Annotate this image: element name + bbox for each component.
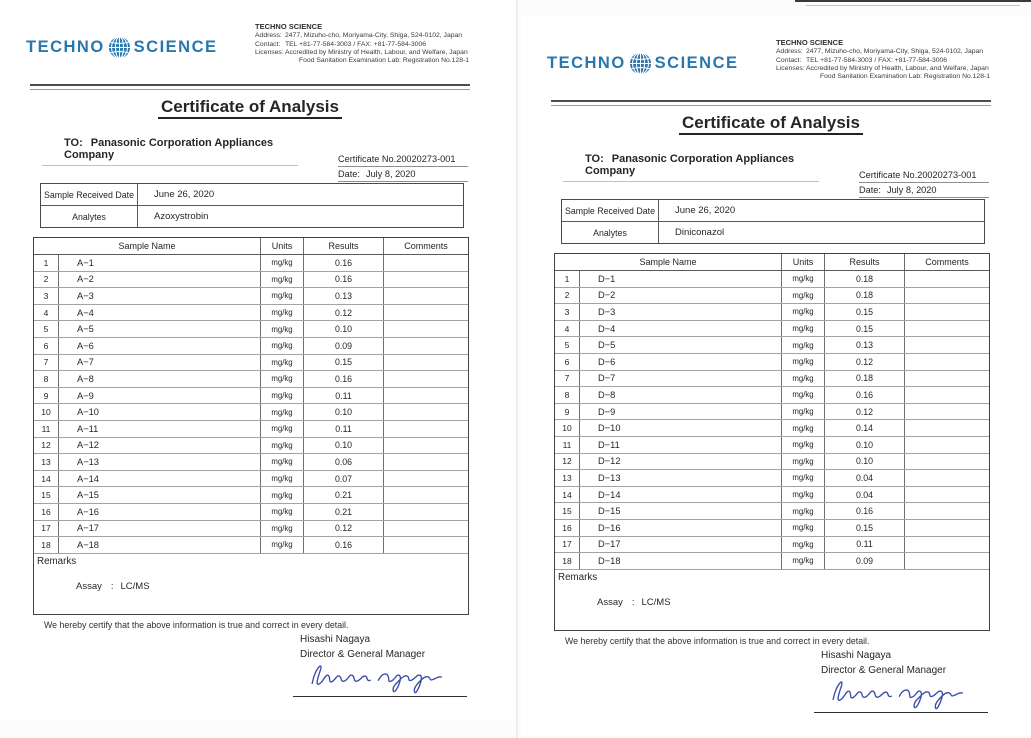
sample-name-cell: A−15 xyxy=(59,487,261,503)
row-number-cell: 3 xyxy=(34,288,59,304)
certificate-number: Certificate No.20020273-001 xyxy=(338,154,468,167)
comment-cell xyxy=(384,355,468,371)
comment-cell xyxy=(384,321,468,337)
comment-cell xyxy=(905,387,989,403)
result-cell: 0.15 xyxy=(825,321,905,337)
sample-name-cell: D−16 xyxy=(580,520,782,536)
table-row xyxy=(34,404,468,421)
table-row xyxy=(555,420,989,437)
comment-cell xyxy=(905,437,989,453)
result-cell: 0.10 xyxy=(825,437,905,453)
company-contact-line: Contact: TEL +81-77-584-3003 / FAX: +81-77-584-3006 xyxy=(776,56,948,64)
row-number-cell: 9 xyxy=(34,388,59,404)
row-number-cell: 16 xyxy=(34,504,59,520)
table-row xyxy=(34,355,468,372)
units-cell: mg/kg xyxy=(261,471,304,487)
sample-name-cell: D−12 xyxy=(580,454,782,470)
certificate-page-azoxystrobin xyxy=(0,0,515,720)
row-number-cell: 13 xyxy=(34,454,59,470)
row-number-cell: 3 xyxy=(555,304,580,320)
sample-name-cell: D−9 xyxy=(580,404,782,420)
row-number-cell: 1 xyxy=(34,255,59,271)
row-number-cell: 17 xyxy=(34,521,59,537)
row-number-cell: 14 xyxy=(34,471,59,487)
units-cell: mg/kg xyxy=(261,338,304,354)
comment-cell xyxy=(905,304,989,320)
table-row xyxy=(34,388,468,405)
table-row xyxy=(555,503,989,520)
sample-name-cell: A−3 xyxy=(59,288,261,304)
table-row xyxy=(555,337,989,354)
results-table-header xyxy=(34,238,468,255)
signer-title: Director & General Manager xyxy=(300,649,426,660)
sample-name-cell: A−5 xyxy=(59,321,261,337)
comment-cell xyxy=(905,420,989,436)
table-row xyxy=(34,421,468,438)
units-cell: mg/kg xyxy=(782,470,825,486)
comment-cell xyxy=(905,487,989,503)
table-row xyxy=(34,338,468,355)
result-cell: 0.10 xyxy=(304,321,384,337)
recipient-name: Panasonic Corporation Appliances Company xyxy=(64,137,274,161)
result-cell: 0.09 xyxy=(825,553,905,569)
comment-cell xyxy=(905,520,989,536)
units-cell: mg/kg xyxy=(782,371,825,387)
analytes-row: Analytes Diniconazol xyxy=(562,221,984,243)
company-name: TECHNO SCIENCE xyxy=(776,38,844,47)
certification-statement: We hereby certify that the above information is true and correct in every detail. xyxy=(44,620,349,630)
result-cell: 0.21 xyxy=(304,504,384,520)
result-cell: 0.16 xyxy=(825,503,905,519)
table-row xyxy=(34,305,468,322)
result-cell: 0.11 xyxy=(304,421,384,437)
sample-name-cell: A−14 xyxy=(59,471,261,487)
header-units: Units xyxy=(782,254,825,270)
units-cell: mg/kg xyxy=(782,454,825,470)
result-cell: 0.13 xyxy=(304,288,384,304)
result-cell: 0.07 xyxy=(304,471,384,487)
comment-cell xyxy=(384,438,468,454)
comment-cell xyxy=(384,454,468,470)
comment-cell xyxy=(905,470,989,486)
result-cell: 0.12 xyxy=(825,404,905,420)
row-number-cell: 11 xyxy=(34,421,59,437)
row-number-cell: 6 xyxy=(34,338,59,354)
units-cell: mg/kg xyxy=(261,421,304,437)
company-address-line: Address: 2477, Mizuho-cho, Moriyama-City, Shiga, 524-0102, Japan xyxy=(255,32,463,40)
units-cell: mg/kg xyxy=(261,388,304,404)
units-cell: mg/kg xyxy=(261,404,304,420)
units-cell: mg/kg xyxy=(782,503,825,519)
company-info-block xyxy=(776,39,992,81)
result-cell: 0.13 xyxy=(825,337,905,353)
sample-received-row: Sample Received Date June 26, 2020 xyxy=(562,200,984,221)
sample-name-cell: D−11 xyxy=(580,437,782,453)
recipient-line: TO: Panasonic Corporation Appliances Company xyxy=(563,153,819,182)
row-number-cell: 8 xyxy=(555,387,580,403)
remarks-section: Remarks Assay : LC/MS xyxy=(37,555,150,592)
row-number-cell: 18 xyxy=(34,537,59,553)
result-cell: 0.15 xyxy=(304,355,384,371)
comment-cell xyxy=(384,388,468,404)
comment-cell xyxy=(384,371,468,387)
row-number-cell: 9 xyxy=(555,404,580,420)
units-cell: mg/kg xyxy=(261,438,304,454)
results-table xyxy=(554,253,990,631)
table-row xyxy=(555,553,989,570)
signature-underline xyxy=(814,712,988,713)
comment-cell xyxy=(905,321,989,337)
table-row xyxy=(555,354,989,371)
row-number-cell: 11 xyxy=(555,437,580,453)
sample-name-cell: D−8 xyxy=(580,387,782,403)
units-cell: mg/kg xyxy=(782,553,825,569)
table-row xyxy=(555,271,989,288)
sample-name-cell: A−7 xyxy=(59,355,261,371)
table-row xyxy=(34,471,468,488)
result-cell: 0.12 xyxy=(304,521,384,537)
result-cell: 0.04 xyxy=(825,487,905,503)
row-number-cell: 5 xyxy=(555,337,580,353)
sample-name-cell: A−11 xyxy=(59,421,261,437)
table-row xyxy=(555,537,989,554)
result-cell: 0.16 xyxy=(825,387,905,403)
table-row xyxy=(34,521,468,538)
comment-cell xyxy=(905,288,989,304)
result-cell: 0.16 xyxy=(304,371,384,387)
recipient-name: Panasonic Corporation Appliances Company xyxy=(585,153,795,177)
globe-icon xyxy=(108,36,131,59)
table-row xyxy=(34,487,468,504)
sample-name-cell: A−12 xyxy=(59,438,261,454)
sample-name-cell: D−5 xyxy=(580,337,782,353)
units-cell: mg/kg xyxy=(261,305,304,321)
header-sample-name: Sample Name xyxy=(34,238,261,254)
company-licenses-continuation: Food Sanitation Examination Lab: Registration No.128-1 xyxy=(299,57,470,65)
units-cell: mg/kg xyxy=(782,487,825,503)
table-row xyxy=(34,537,468,554)
company-address-line: Address: 2477, Mizuho-cho, Moriyama-City, Shiga, 524-0102, Japan xyxy=(776,48,984,56)
company-info-block xyxy=(255,23,471,65)
scan-edge-artifact-faint xyxy=(806,5,1020,6)
result-cell: 0.10 xyxy=(825,454,905,470)
row-number-cell: 12 xyxy=(34,438,59,454)
units-cell: mg/kg xyxy=(782,520,825,536)
document-title: Certificate of Analysis xyxy=(521,113,1021,133)
sample-info-table xyxy=(561,199,985,244)
result-cell: 0.16 xyxy=(304,255,384,271)
result-cell: 0.04 xyxy=(825,470,905,486)
assay-method: LC/MS xyxy=(641,596,671,608)
table-row xyxy=(34,255,468,272)
result-cell: 0.18 xyxy=(825,288,905,304)
comment-cell xyxy=(384,487,468,503)
row-number-cell: 10 xyxy=(555,420,580,436)
sample-name-cell: D−13 xyxy=(580,470,782,486)
table-row xyxy=(555,520,989,537)
units-cell: mg/kg xyxy=(782,437,825,453)
units-cell: mg/kg xyxy=(782,387,825,403)
result-cell: 0.18 xyxy=(825,271,905,287)
units-cell: mg/kg xyxy=(261,521,304,537)
table-row xyxy=(555,487,989,504)
analyte-name: Azoxystrobin xyxy=(154,211,209,222)
certificate-date: Date: July 8, 2020 xyxy=(338,169,468,182)
sample-name-cell: D−7 xyxy=(580,371,782,387)
table-row xyxy=(34,438,468,455)
table-row xyxy=(34,504,468,521)
row-number-cell: 10 xyxy=(34,404,59,420)
header-results: Results xyxy=(304,238,384,254)
document-title: Certificate of Analysis xyxy=(0,97,500,117)
row-number-cell: 18 xyxy=(555,553,580,569)
sample-name-cell: A−9 xyxy=(59,388,261,404)
units-cell: mg/kg xyxy=(261,355,304,371)
units-cell: mg/kg xyxy=(782,304,825,320)
units-cell: mg/kg xyxy=(782,321,825,337)
comment-cell xyxy=(905,553,989,569)
sample-info-table xyxy=(40,183,464,228)
assay-line: Assay : LC/MS xyxy=(76,580,150,592)
sample-name-cell: A−6 xyxy=(59,338,261,354)
header-sample-name: Sample Name xyxy=(555,254,782,270)
signature-underline xyxy=(293,696,467,697)
page-divider xyxy=(516,0,518,738)
sample-name-cell: A−8 xyxy=(59,371,261,387)
header-divider-rule xyxy=(551,100,991,106)
row-number-cell: 14 xyxy=(555,487,580,503)
table-row xyxy=(555,321,989,338)
sample-name-cell: D−14 xyxy=(580,487,782,503)
table-row xyxy=(555,371,989,388)
table-row xyxy=(555,304,989,321)
sample-name-cell: D−3 xyxy=(580,304,782,320)
table-row xyxy=(555,404,989,421)
units-cell: mg/kg xyxy=(782,288,825,304)
logo-text-science: SCIENCE xyxy=(133,38,218,56)
result-cell: 0.10 xyxy=(304,438,384,454)
logo-text-techno: TECHNO xyxy=(26,38,105,56)
row-number-cell: 15 xyxy=(555,503,580,519)
units-cell: mg/kg xyxy=(782,537,825,553)
result-cell: 0.12 xyxy=(304,305,384,321)
analytes-row: Analytes Azoxystrobin xyxy=(41,205,463,227)
result-cell: 0.11 xyxy=(825,537,905,553)
sample-name-cell: A−1 xyxy=(59,255,261,271)
comment-cell xyxy=(905,454,989,470)
result-cell: 0.10 xyxy=(304,404,384,420)
assay-line: Assay : LC/MS xyxy=(597,596,671,608)
sample-name-cell: D−4 xyxy=(580,321,782,337)
signer-name: Hisashi Nagaya xyxy=(821,650,892,661)
sample-name-cell: D−2 xyxy=(580,288,782,304)
row-number-cell: 16 xyxy=(555,520,580,536)
sample-name-cell: D−17 xyxy=(580,537,782,553)
header-units: Units xyxy=(261,238,304,254)
header-comments: Comments xyxy=(404,241,448,251)
row-number-cell: 2 xyxy=(34,272,59,288)
signature-handwriting xyxy=(292,656,468,698)
result-cell: 0.14 xyxy=(825,420,905,436)
sample-name-cell: D−18 xyxy=(580,553,782,569)
sample-name-cell: A−16 xyxy=(59,504,261,520)
comment-cell xyxy=(384,537,468,553)
comment-cell xyxy=(905,537,989,553)
company-licenses-continuation: Food Sanitation Examination Lab: Registration No.128-1 xyxy=(820,73,991,81)
comment-cell xyxy=(384,288,468,304)
comment-cell xyxy=(905,503,989,519)
analyte-name: Diniconazol xyxy=(675,227,725,238)
sample-name-cell: D−1 xyxy=(580,271,782,287)
certificate-date: Date: July 8, 2020 xyxy=(859,185,989,198)
comment-cell xyxy=(384,421,468,437)
units-cell: mg/kg xyxy=(261,454,304,470)
header-divider-rule xyxy=(30,84,470,90)
result-cell: 0.09 xyxy=(304,338,384,354)
row-number-cell: 6 xyxy=(555,354,580,370)
comment-cell xyxy=(384,305,468,321)
table-row xyxy=(555,437,989,454)
comment-cell xyxy=(384,272,468,288)
row-number-cell: 5 xyxy=(34,321,59,337)
results-table-header xyxy=(555,254,989,271)
remarks-section: Remarks Assay : LC/MS xyxy=(558,571,671,608)
header-results: Results xyxy=(825,254,905,270)
comment-cell xyxy=(905,337,989,353)
sample-name-cell: A−2 xyxy=(59,272,261,288)
units-cell: mg/kg xyxy=(261,371,304,387)
units-cell: mg/kg xyxy=(782,337,825,353)
techno-science-logo xyxy=(26,36,218,59)
sample-name-cell: A−18 xyxy=(59,537,261,553)
comment-cell xyxy=(384,504,468,520)
results-table xyxy=(33,237,469,615)
units-cell: mg/kg xyxy=(261,537,304,553)
units-cell: mg/kg xyxy=(261,321,304,337)
header-comments: Comments xyxy=(925,257,969,267)
row-number-cell: 17 xyxy=(555,537,580,553)
row-number-cell: 7 xyxy=(34,355,59,371)
result-cell: 0.06 xyxy=(304,454,384,470)
company-licenses-line: Licenses: Accredited by Ministry of Health, Labour, and Welfare, Japan xyxy=(776,64,989,72)
comment-cell xyxy=(384,521,468,537)
sample-name-cell: A−17 xyxy=(59,521,261,537)
logo-text-techno: TECHNO xyxy=(547,54,626,72)
results-table-body xyxy=(34,255,468,554)
table-row xyxy=(34,454,468,471)
units-cell: mg/kg xyxy=(261,255,304,271)
sample-received-date: June 26, 2020 xyxy=(675,205,736,216)
signer-title: Director & General Manager xyxy=(821,665,947,676)
row-number-cell: 13 xyxy=(555,470,580,486)
units-cell: mg/kg xyxy=(261,272,304,288)
results-table-body xyxy=(555,271,989,570)
globe-icon xyxy=(629,52,652,75)
row-number-cell: 15 xyxy=(34,487,59,503)
comment-cell xyxy=(384,255,468,271)
row-number-cell: 2 xyxy=(555,288,580,304)
certification-statement: We hereby certify that the above information is true and correct in every detail. xyxy=(565,636,870,646)
logo-text-science: SCIENCE xyxy=(654,54,739,72)
units-cell: mg/kg xyxy=(261,487,304,503)
row-number-cell: 4 xyxy=(555,321,580,337)
result-cell: 0.11 xyxy=(304,388,384,404)
result-cell: 0.16 xyxy=(304,272,384,288)
company-licenses-line: Licenses: Accredited by Ministry of Health, Labour, and Welfare, Japan xyxy=(255,48,468,56)
units-cell: mg/kg xyxy=(782,420,825,436)
sample-received-row: Sample Received Date June 26, 2020 xyxy=(41,184,463,205)
table-row xyxy=(555,454,989,471)
result-cell: 0.21 xyxy=(304,487,384,503)
result-cell: 0.15 xyxy=(825,520,905,536)
units-cell: mg/kg xyxy=(782,404,825,420)
sample-name-cell: D−15 xyxy=(580,503,782,519)
assay-method: LC/MS xyxy=(120,580,150,592)
comment-cell xyxy=(384,404,468,420)
units-cell: mg/kg xyxy=(261,288,304,304)
comment-cell xyxy=(905,371,989,387)
row-number-cell: 4 xyxy=(34,305,59,321)
sample-received-date: June 26, 2020 xyxy=(154,189,215,200)
result-cell: 0.16 xyxy=(304,537,384,553)
sample-name-cell: D−6 xyxy=(580,354,782,370)
company-name: TECHNO SCIENCE xyxy=(255,22,323,31)
units-cell: mg/kg xyxy=(261,504,304,520)
row-number-cell: 1 xyxy=(555,271,580,287)
row-number-cell: 12 xyxy=(555,454,580,470)
units-cell: mg/kg xyxy=(782,271,825,287)
comment-cell xyxy=(905,354,989,370)
result-cell: 0.12 xyxy=(825,354,905,370)
recipient-line: TO: Panasonic Corporation Appliances Company xyxy=(42,137,298,166)
comment-cell xyxy=(384,338,468,354)
table-row xyxy=(555,387,989,404)
row-number-cell: 7 xyxy=(555,371,580,387)
result-cell: 0.18 xyxy=(825,371,905,387)
table-row xyxy=(555,470,989,487)
table-row xyxy=(34,272,468,289)
sample-name-cell: A−13 xyxy=(59,454,261,470)
table-row xyxy=(34,371,468,388)
sample-name-cell: A−4 xyxy=(59,305,261,321)
table-row xyxy=(34,321,468,338)
company-contact-line: Contact: TEL +81-77-584-3003 / FAX: +81-77-584-3006 xyxy=(255,40,427,48)
certificate-number: Certificate No.20020273-001 xyxy=(859,170,989,183)
signature-handwriting xyxy=(813,672,989,714)
comment-cell xyxy=(905,404,989,420)
table-row xyxy=(555,288,989,305)
units-cell: mg/kg xyxy=(782,354,825,370)
signer-name: Hisashi Nagaya xyxy=(300,634,371,645)
table-row xyxy=(34,288,468,305)
result-cell: 0.15 xyxy=(825,304,905,320)
sample-name-cell: A−10 xyxy=(59,404,261,420)
scan-edge-artifact xyxy=(795,0,1031,2)
techno-science-logo xyxy=(547,52,739,75)
row-number-cell: 8 xyxy=(34,371,59,387)
certificate-page-diniconazol xyxy=(521,16,1031,736)
comment-cell xyxy=(905,271,989,287)
comment-cell xyxy=(384,471,468,487)
sample-name-cell: D−10 xyxy=(580,420,782,436)
